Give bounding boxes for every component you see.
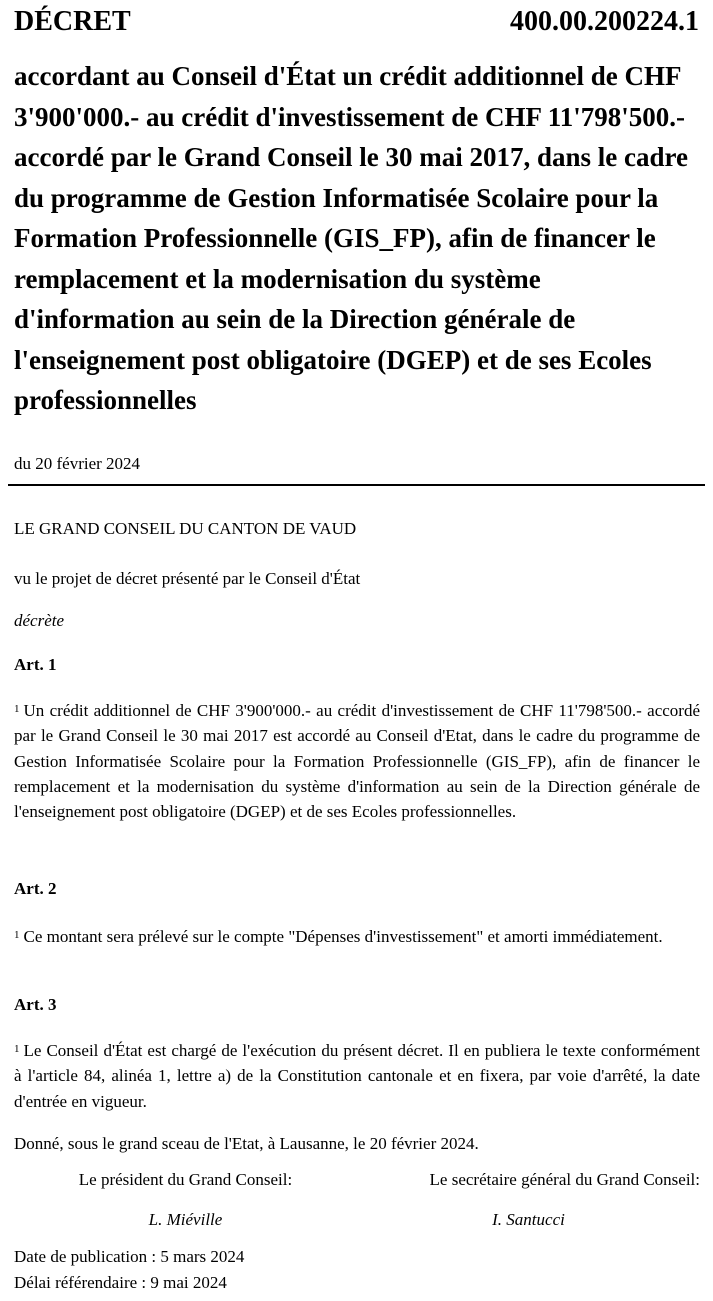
article-1-body: Un crédit additionnel de CHF 3'900'000.- au crédit d'investissement de CHF 11'798'500.- accordé par le Grand Conseil le 30 mai 2017 est accordé au Conseil d'Etat, dans le cadre du programme de Gestion Informatisée Scolaire pour la Formation Professionnelle (GIS_FP), afin de financer le remplacement et la modernisation du système d'information au sein de la Direction générale de l'enseignement post obligatoire (DGEP) et de ses Ecoles professionnelles. xyxy=(14,701,700,822)
article-2-alinea-number: 1 xyxy=(14,929,20,941)
referendum-deadline: Délai référendaire : 9 mai 2024 xyxy=(14,1273,227,1292)
signature-names xyxy=(14,1208,700,1232)
document-number: 400.00.200224.1 xyxy=(510,6,699,37)
article-3-alinea-number: 1 xyxy=(14,1043,20,1055)
article-3-body: Le Conseil d'État est chargé de l'exécution du présent décret. Il en publiera le texte conformément à l'article 84, alinéa 1, lettre a) de la Constitution cantonale et en fixera, par voie d'arrêté, la date d'entrée en vigueur. xyxy=(14,1041,700,1111)
authority-line: LE GRAND CONSEIL DU CANTON DE VAUD xyxy=(14,519,357,538)
article-1-heading: Art. 1 xyxy=(14,655,57,674)
article-2-text xyxy=(14,924,700,949)
decrees-line: décrète xyxy=(14,611,65,630)
president-name: L. Miéville xyxy=(148,1210,223,1229)
considering-line: vu le projet de décret présenté par le Conseil d'État xyxy=(14,569,361,588)
publication-date: Date de publication : 5 mars 2024 xyxy=(14,1247,245,1266)
article-3-text xyxy=(14,1038,700,1114)
document-header xyxy=(14,4,699,44)
document-kind: DÉCRET xyxy=(14,6,131,37)
header-divider xyxy=(8,484,705,486)
article-1-text xyxy=(14,698,700,824)
article-1-alinea-number: 1 xyxy=(14,703,20,715)
article-2-heading: Art. 2 xyxy=(14,879,57,898)
article-3-heading: Art. 3 xyxy=(14,995,57,1014)
secretary-role: Le secrétaire général du Grand Conseil: xyxy=(429,1170,700,1189)
article-2-body: Ce montant sera prélevé sur le compte "Dépenses d'investissement" et amorti immédiatement. xyxy=(23,927,663,946)
decree-title: accordant au Conseil d'État un crédit additionnel de CHF 3'900'000.- au crédit d'investissement de CHF 11'798'500.- accordé par le Grand Conseil le 30 mai 2017, dans le cadre du programme de Gestion Informatisée Scolaire pour la Formation Professionnelle (GIS_FP), afin de financer le remplacement et la modernisation du système d'information au sein de la Direction générale de l'enseignement post obligatoire (DGEP) et de ses Ecoles professionnelles xyxy=(14,61,688,415)
signature-roles xyxy=(14,1168,700,1192)
president-role: Le président du Grand Conseil: xyxy=(78,1170,293,1189)
secretary-name: I. Santucci xyxy=(492,1210,565,1229)
decree-date: du 20 février 2024 xyxy=(14,454,141,473)
given-statement: Donné, sous le grand sceau de l'Etat, à Lausanne, le 20 février 2024. xyxy=(14,1134,479,1153)
